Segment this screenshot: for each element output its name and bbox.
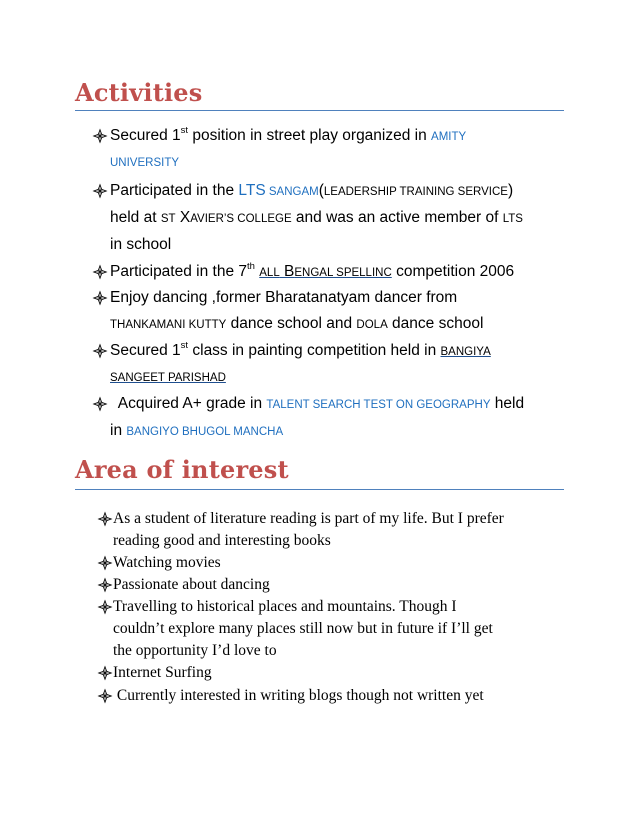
diamond-bullet-icon: [92, 128, 108, 144]
interest-2-line-1: Watching movies: [113, 554, 221, 571]
activity-2-line-1: Participated in the LTS SANGAM(LEADERSHIP TRAINING SERVICE): [110, 182, 514, 199]
diamond-bullet-icon: [97, 599, 113, 615]
activity-1-line-2: UNIVERSITY: [110, 157, 180, 169]
activity-6-line-2: in BANGIYO BHUGOL MANCHA: [110, 422, 284, 439]
activity-1-line-1: Secured 1st position in street play organized in AMITY: [110, 125, 467, 144]
diamond-bullet-icon: [92, 396, 108, 412]
diamond-bullet-icon: [92, 183, 108, 199]
activities-divider: [75, 110, 564, 111]
interest-5-line-1: Internet Surfing: [113, 664, 212, 681]
interest-4-line-3: the opportunity I’d love to: [113, 642, 277, 659]
diamond-bullet-icon: [92, 290, 108, 306]
activity-6-line-1: Acquired A+ grade in TALENT SEARCH TEST ON GEOGRAPHY held: [110, 395, 525, 412]
diamond-bullet-icon: [97, 665, 113, 681]
diamond-bullet-icon: [97, 555, 113, 571]
interest-1-line-1: As a student of literature reading is part of my life. But I prefer: [113, 510, 504, 527]
diamond-bullet-icon: [97, 577, 113, 593]
activity-2-line-3: in school: [110, 236, 172, 253]
activity-2-line-2: held at ST XAVIER’S COLLEGE and was an active member of LTS: [110, 209, 523, 226]
diamond-bullet-icon: [92, 264, 108, 280]
activity-5-line-1: Secured 1st class in painting competition held in BANGIYA: [110, 340, 491, 359]
interests-heading: Area of interest: [75, 455, 289, 484]
activity-5-line-2: SANGEET PARISHAD: [110, 372, 226, 384]
activity-3-line-1: Participated in the 7th ALL BENGAL SPELLINC competition 2006: [110, 261, 515, 280]
diamond-bullet-icon: [92, 343, 108, 359]
interest-4-line-2: couldn’t explore many places still now but in future if I’ll get: [113, 620, 493, 637]
interest-1-line-2: reading good and interesting books: [113, 532, 331, 549]
interests-divider: [75, 489, 564, 490]
interest-3-line-1: Passionate about dancing: [113, 576, 270, 593]
diamond-bullet-icon: [97, 688, 113, 704]
interest-6-line-1: Currently interested in writing blogs though not written yet: [113, 687, 484, 704]
activities-heading: Activities: [75, 78, 203, 107]
activity-4-line-1: Enjoy dancing ,former Bharatanatyam dancer from: [110, 289, 458, 306]
interest-4-line-1: Travelling to historical places and mountains. Though I: [113, 598, 457, 615]
activity-4-line-2: THANKAMANI KUTTY dance school and DOLA dance school: [110, 315, 484, 332]
diamond-bullet-icon: [97, 511, 113, 527]
